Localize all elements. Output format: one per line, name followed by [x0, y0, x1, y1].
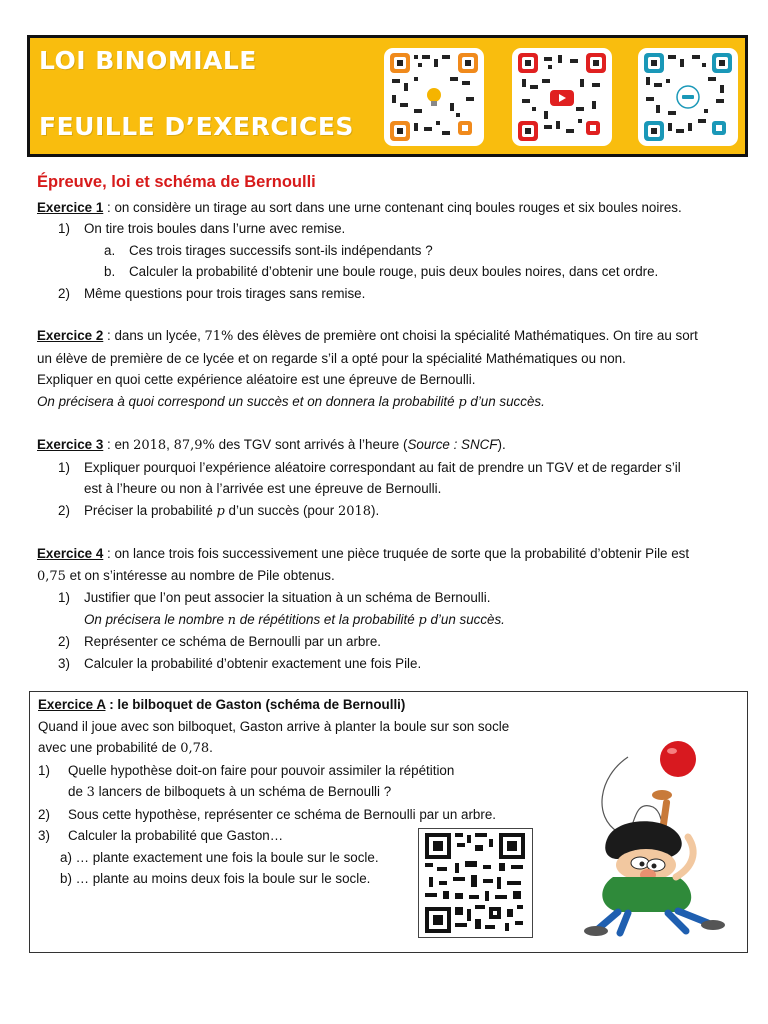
exercise-a-text: Quand il joue avec son bilboquet, Gaston arrive à planter la boule sur son socle [38, 718, 510, 734]
exercise-3-label: Exercice 3 [37, 437, 104, 452]
qr-code-icon [644, 53, 732, 141]
exercise-a-heading: Exercice A : le bilboquet de Gaston (schéma de Bernoulli) [38, 697, 406, 712]
exercise-1-item: 2) Même questions pour trois tirages sans remise. [58, 285, 366, 301]
section-title: Épreuve, loi et schéma de Bernoulli [37, 173, 316, 191]
exercise-2-text: un élève de première de ce lycée et on regarde s’il a opté pour la spécialité Mathématiques ou non. [37, 350, 626, 366]
page-subtitle: FEUILLE D’EXERCICES [39, 112, 354, 141]
qr-code-1[interactable] [384, 48, 484, 146]
gaston-bilboquet-illustration [558, 737, 738, 937]
exercise-a-subitem: b) … plante au moins deux fois la boule sur le socle. [60, 871, 371, 886]
exercise-4-intro: Exercice 4 : on lance trois fois successivement une pièce truquée de sorte que la probabilité d’obtenir Pile est [37, 546, 690, 561]
exercise-1-subitem: a. Ces trois tirages successifs sont-ils indépendants ? [104, 242, 433, 258]
qr-code-large[interactable] [418, 828, 533, 938]
exercise-4-label: Exercice 4 [37, 546, 104, 561]
header-banner [27, 35, 748, 157]
page-title: LOI BINOMIALE [39, 46, 257, 75]
qr-code-icon [518, 53, 606, 141]
exercise-a-label: Exercice A [38, 697, 106, 712]
qr-code-2[interactable] [512, 48, 612, 146]
exercise-3-item: 2) Préciser la probabilité p d’un succès (pour 2018). [58, 502, 380, 519]
exercise-2-intro: Exercice 2 : dans un lycée, 71% des élèves de première ont choisi la spécialité Mathématiques. On tire au sort [37, 328, 698, 344]
qr-code-3[interactable] [638, 48, 738, 146]
exercise-4-item: 1) Justifier que l’on peut associer la situation à un schéma de Bernoulli. [58, 590, 491, 605]
exercise-a-item: 3) Calculer la probabilité que Gaston… [38, 828, 284, 843]
exercise-1-intro: Exercice 1 : on considère un tirage au sort dans une urne contenant cinq boules rouges et six boules noires. [37, 199, 682, 215]
exercise-sheet [37, 172, 737, 674]
bilboquet-ball-icon [660, 741, 696, 777]
exercise-4-item: 3) Calculer la probabilité d’obtenir exactement une fois Pile. [58, 655, 422, 671]
qr-code-icon [390, 53, 478, 141]
exercise-1-label: Exercice 1 [37, 199, 104, 215]
exercise-2-note: On précisera à quoi correspond un succès et on donnera la probabilité p d’un succès. [37, 393, 545, 410]
exercise-a-text: avec une probabilité de 0,78. [38, 740, 213, 756]
exercise-a-item-cont: de 3 lancers de bilboquets à un schéma de Bernoulli ? [68, 784, 392, 800]
exercise-3-intro: Exercice 3 : en 2018, 87,9% des TGV sont arrivés à l’heure (Source : SNCF). [37, 437, 506, 453]
exercise-2-label: Exercice 2 [37, 328, 104, 343]
exercise-a-box [29, 691, 748, 953]
exercise-4-note: On précisera le nombre n de répétitions et la probabilité p d’un succès. [84, 611, 505, 628]
exercise-a-item: 2) Sous cette hypothèse, représenter ce schéma de Bernoulli par un arbre. [38, 806, 497, 822]
qr-code-icon [425, 833, 525, 933]
exercise-4-item: 2) Représenter ce schéma de Bernoulli par un arbre. [58, 634, 381, 649]
exercise-4-intro-cont: 0,75 et on s’intéresse au nombre de Pile obtenus. [37, 567, 335, 584]
exercise-a-item: 1) Quelle hypothèse doit-on faire pour pouvoir assimiler la répétition [38, 762, 455, 778]
exercise-2-text: Expliquer en quoi cette expérience aléatoire est une épreuve de Bernoulli. [37, 372, 476, 387]
exercise-a-subitem: a) … plante exactement une fois la boule sur le socle. [60, 849, 379, 865]
exercise-3-item-cont: est à l’heure ou non à l’arrivée est une épreuve de Bernoulli. [84, 481, 442, 496]
exercise-1-item: 1) On tire trois boules dans l’urne avec remise. [58, 221, 346, 236]
exercise-1-subitem: b. Calculer la probabilité d’obtenir une boule rouge, puis deux boules noires, dans cet ordre. [104, 264, 659, 279]
exercise-3-item: 1) Expliquer pourquoi l’expérience aléatoire correspondant au fait de prendre un TGV et de regarder s’il [58, 459, 681, 475]
